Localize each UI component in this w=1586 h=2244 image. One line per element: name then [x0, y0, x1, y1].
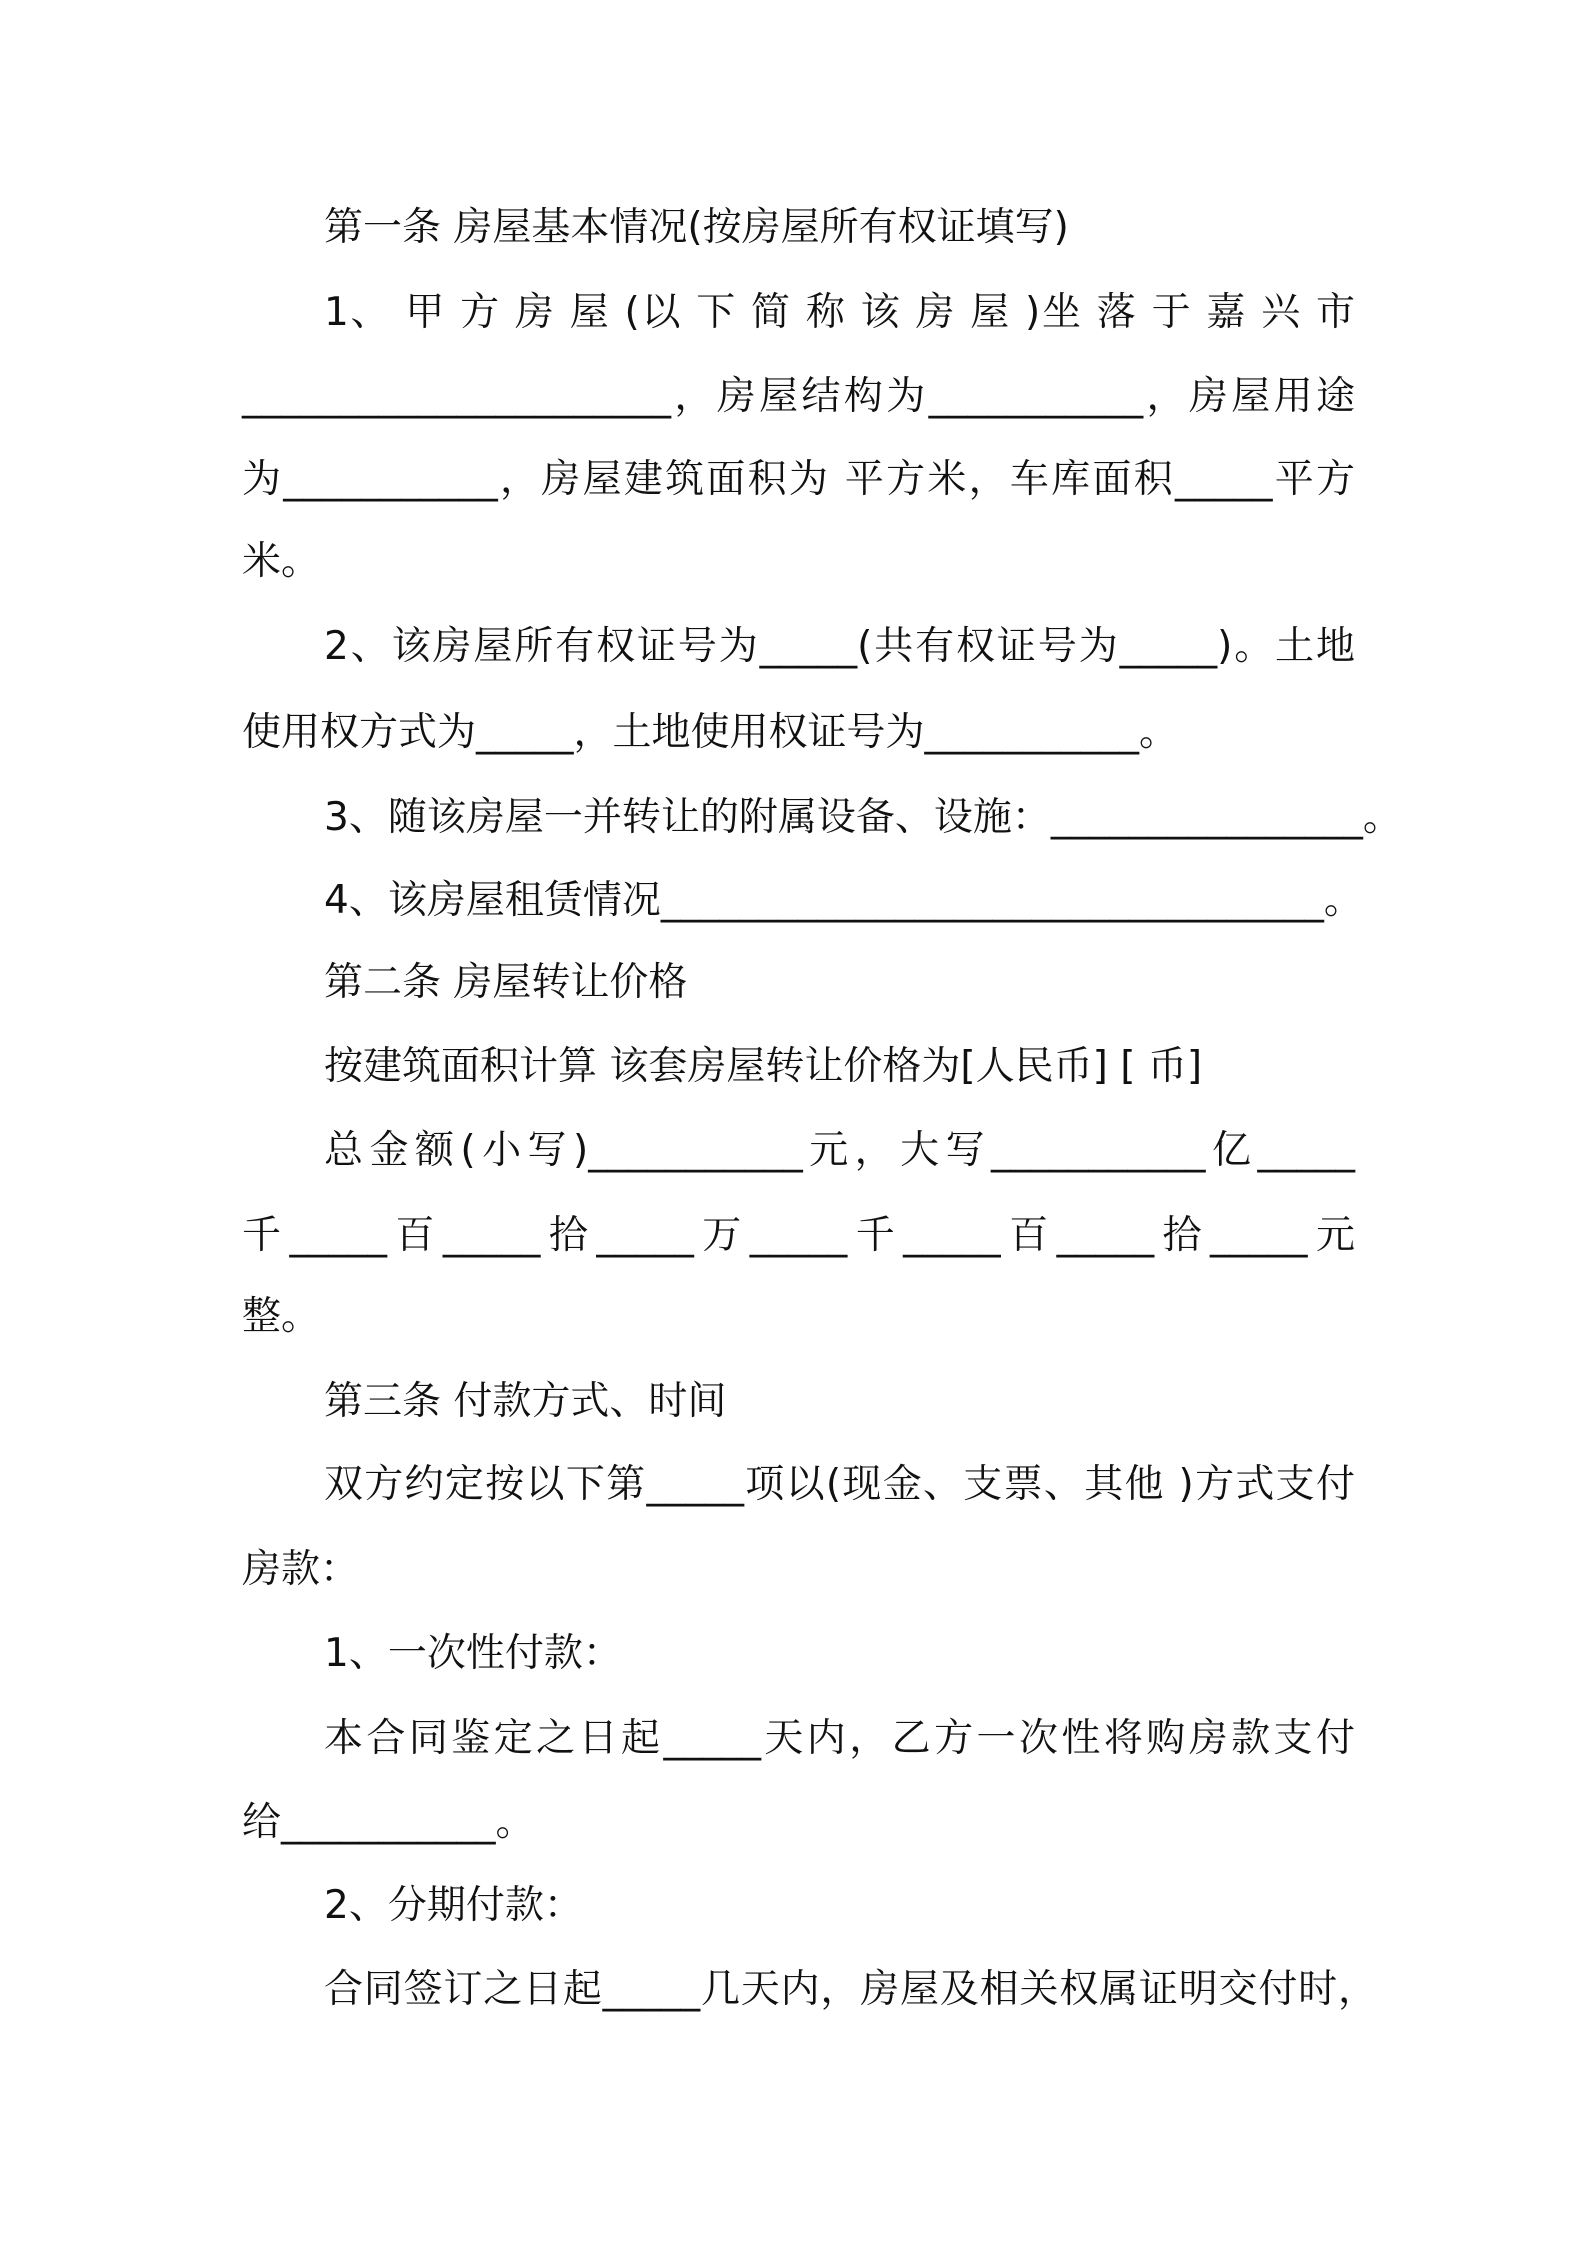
paragraph-line: 千_____百_____拾_____万_____千_____百_____拾_____元 — [242, 1213, 1355, 1258]
paragraph-line: 2、分期付款： — [324, 1883, 583, 1928]
paragraph-line: 1、一次性付款： — [324, 1631, 622, 1676]
paragraph-line: 整。 — [242, 1294, 321, 1339]
paragraph-line: 按建筑面积计算 该套房屋转让价格为[人民币] [ 币] — [324, 1044, 1203, 1089]
paragraph-line: ______________________，房屋结构为___________，房屋用途 — [242, 374, 1355, 419]
section-heading-1: 第一条 房屋基本情况(按房屋所有权证填写) — [324, 205, 1069, 250]
paragraph-line: 给___________。 — [242, 1800, 535, 1845]
paragraph-line: 房款： — [242, 1547, 360, 1592]
paragraph-line: 1、 甲 方 房 屋 (以 下 简 称 该 房 屋 )坐 落 于 嘉 兴 市 — [324, 290, 1355, 335]
paragraph-line: 合同签订之日起_____几天内，房屋及相关权属证明交付时， — [324, 1967, 1377, 2012]
paragraph-line: 本合同鉴定之日起_____天内，乙方一次性将购房款支付 — [324, 1716, 1355, 1761]
paragraph-line: 4、该房屋租赁情况__________________________________。 — [324, 878, 1363, 923]
paragraph-line: 使用权方式为_____，土地使用权证号为___________。 — [242, 710, 1179, 755]
section-heading-2: 第二条 房屋转让价格 — [324, 960, 688, 1005]
paragraph-line: 米。 — [242, 539, 321, 584]
paragraph-line: 为___________，房屋建筑面积为 平方米，车库面积_____平方 — [242, 457, 1355, 502]
paragraph-line: 总金额(小写)___________元，大写___________亿_____ — [324, 1128, 1355, 1173]
paragraph-line: 双方约定按以下第_____项以(现金、支票、其他 )方式支付 — [324, 1462, 1355, 1507]
section-heading-3: 第三条 付款方式、时间 — [324, 1379, 727, 1424]
paragraph-line: 3、随该房屋一并转让的附属设备、设施：________________。 — [324, 795, 1402, 840]
paragraph-line: 2、该房屋所有权证号为_____(共有权证号为_____)。土地 — [324, 624, 1355, 669]
